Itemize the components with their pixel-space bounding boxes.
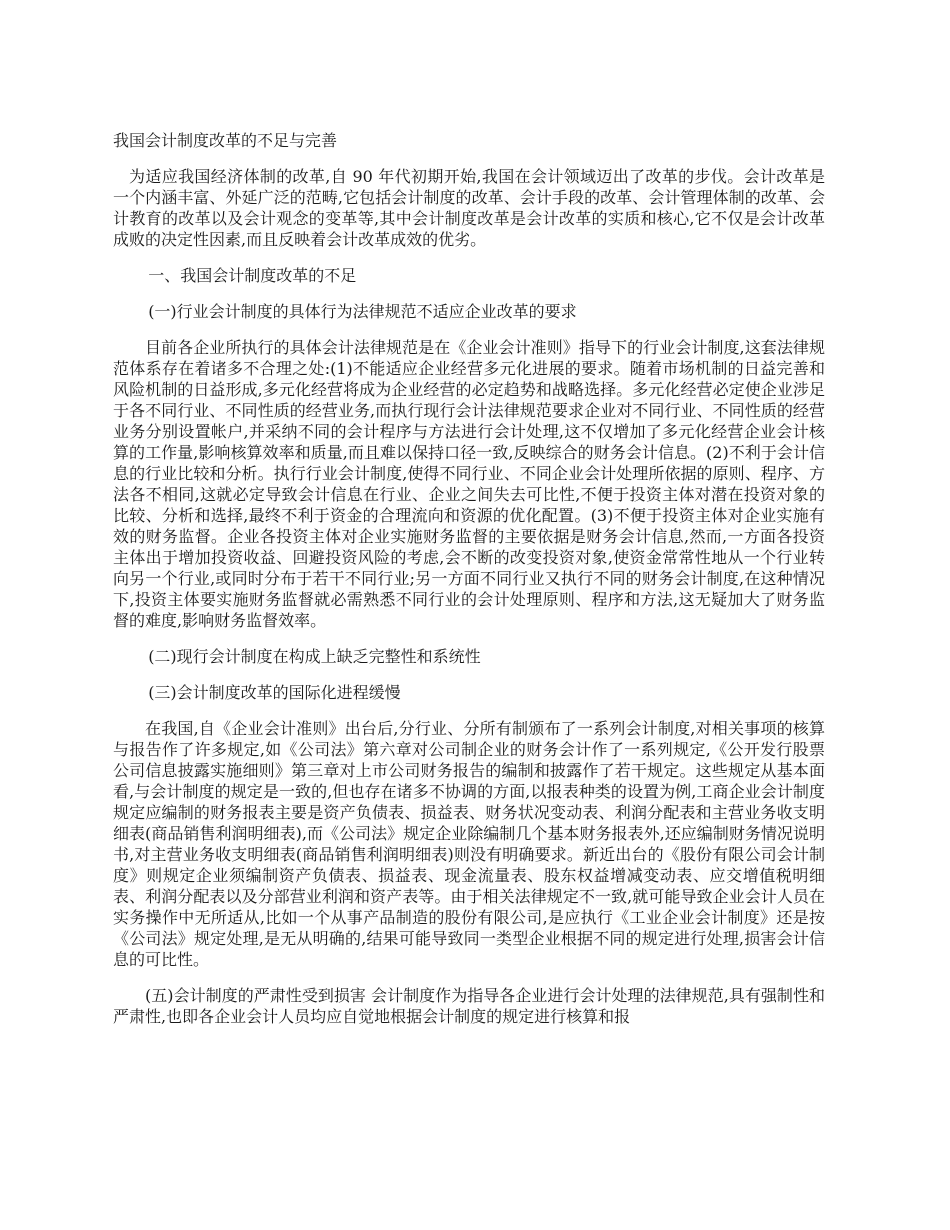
document-title: 我国会计制度改革的不足与完善 <box>113 131 338 150</box>
subsection-heading-2: (二)现行会计制度在构成上缺乏完整性和系统性 <box>148 647 481 666</box>
section-heading-1: 一、我国会计制度改革的不足 <box>148 266 357 285</box>
subsection-5-paragraph: (五)会计制度的严肃性受到损害 会计制度作为指导各企业进行会计处理的法律规范,具有强制性和严肃性,也即各企业会计人员均应自觉地根据会计制度的规定进行核算和报 <box>113 986 825 1026</box>
subsection-heading-1: (一)行业会计制度的具体行为法律规范不适应企业改革的要求 <box>148 302 577 321</box>
intro-paragraph: 为适应我国经济体制的改革,自 90 年代初期开始,我国在会计领域迈出了改革的步伐。会计改革是一个内涵丰富、外延广泛的范畴,它包括会计制度的改革、会计手段的改革、会计管理体制的改革、会计教育的改革以及会计观念的变革等,其中会计制度改革是会计改革的实质和核心,它不仅是会计改革成败的决定性因素,而且反映着会计改革成效的优劣。 <box>113 167 825 249</box>
subsection-heading-3: (三)会计制度改革的国际化进程缓慢 <box>148 683 401 702</box>
subsection-1-paragraph: 目前各企业所执行的具体会计法律规范是在《企业会计准则》指导下的行业会计制度,这套法律规范体系存在着诸多不合理之处:(1)不能适应企业经营多元化进展的要求。随着市场机制的日益完善和风险机制的日益形成,多元化经营将成为企业经营的必定趋势和战略选择。多元化经营必定使企业涉足于各不同行业、不同性质的经营业务,而执行现行会计法律规范要求企业对不同行业、不同性质的经营业务分别设置帐户,并采纳不同的会计程序与方法进行会计处理,这不仅增加了多元化经营企业会计核算的工作量,影响核算效率和质量,而且难以保持口径一致,反映综合的财务会计信息。(2)不利于会计信息的行业比较和分析。执行行业会计制度,使得不同行业、不同企业会计处理所依据的原则、程序、方法各不相同,这就必定导致会计信息在行业、企业之间失去可比性,不便于投资主体对潜在投资对象的比较、分析和选择,最终不利于资金的合理流向和资源的优化配置。(3)不便于投资主体对企业实施有效的财务监督。企业各投资主体对企业实施财务监督的主要依据是财务会计信息,然而,一方面各投资主体出于增加投资收益、回避投资风险的考虑,会不断的改变投资对象,使资金常常性地从一个行业转向另一个行业,或同时分布于若干不同行业;另一方面不同行业又执行不同的财务会计制度,在这种情况下,投资主体要实施财务监督就必需熟悉不同行业的会计处理原则、程序和方法,这无疑加大了财务监督的难度,影响财务监督效率。 <box>113 338 825 630</box>
subsection-3-paragraph: 在我国,自《企业会计准则》出台后,分行业、分所有制颁布了一系列会计制度,对相关事项的核算与报告作了许多规定,如《公司法》第六章对公司制企业的财务会计作了一系列规定,《公开发行股票公司信息披露实施细则》第三章对上市公司财务报告的编制和披露作了若干规定。这些规定从基本面看,与会计制度的规定是一致的,但也存在诸多不协调的方面,以报表种类的设置为例,工商企业会计制度规定应编制的财务报表主要是资产负债表、损益表、财务状况变动表、利润分配表和主营业务收支明细表(商品销售利润明细表),而《公司法》规定企业除编制几个基本财务报表外,还应编制财务情况说明书,对主营业务收支明细表(商品销售利润明细表)则没有明确要求。新近出台的《股份有限公司会计制度》则规定企业须编制资产负债表、损益表、现金流量表、股东权益增减变动表、应交增值税明细表、利润分配表以及分部营业利润和资产表等。由于相关法律规定不一致,就可能导致企业会计人员在实务操作中无所适从,比如一个从事产品制造的股份有限公司,是应执行《工业企业会计制度》还是按《公司法》规定处理,是无从明确的,结果可能导致同一类型企业根据不同的规定进行处理,损害会计信息的可比性。 <box>113 719 825 969</box>
document-page <box>113 118 825 1042</box>
